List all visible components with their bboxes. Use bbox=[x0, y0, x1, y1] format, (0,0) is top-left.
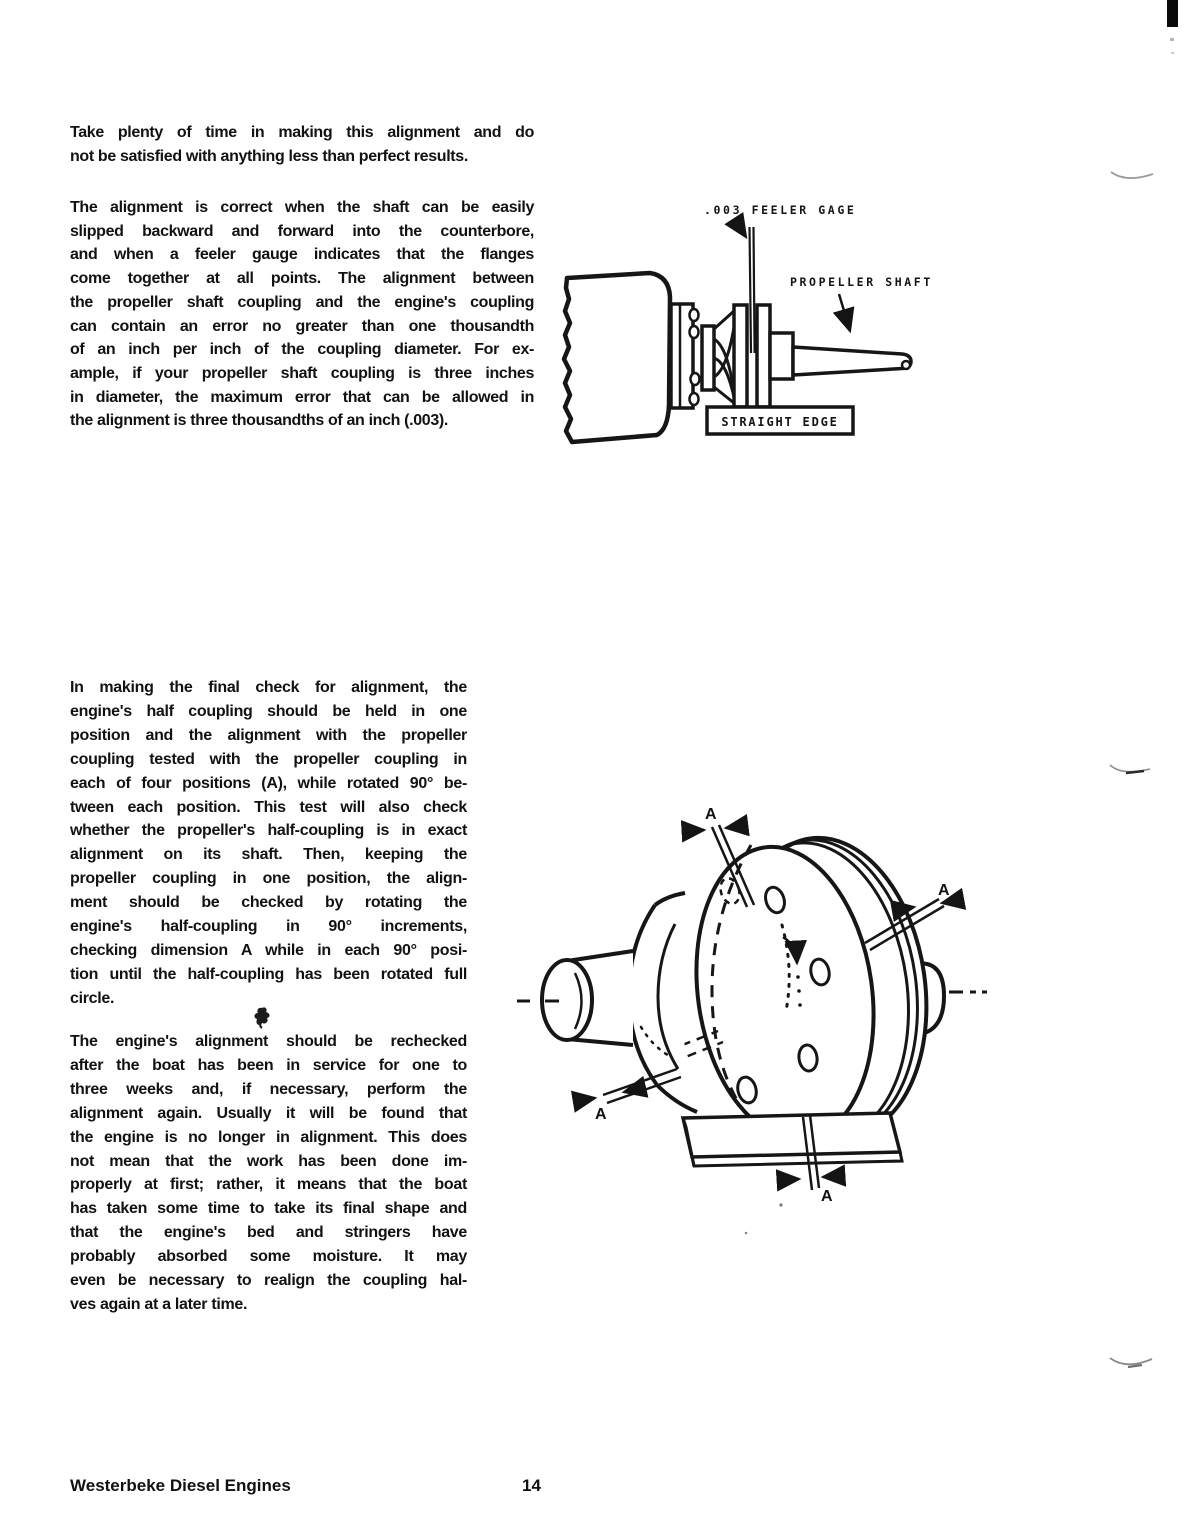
text-line: not be satisfied with anything less than perfect results. bbox=[70, 147, 468, 165]
paragraph-recheck bbox=[70, 1030, 467, 1317]
text-line: position and the alignment with the propeller bbox=[70, 726, 467, 744]
coupling-flanges bbox=[734, 305, 770, 407]
text-line: engine's half coupling should be held in one bbox=[70, 702, 467, 720]
text-line: the propeller shaft coupling and the engine's coupling bbox=[70, 293, 534, 311]
scan-speck-artifact bbox=[1171, 52, 1174, 54]
scan-speck-artifact bbox=[1170, 38, 1174, 41]
text-line: not mean that the work has been done im- bbox=[70, 1152, 467, 1170]
text-line: the alignment is three thousandths of an inch (.003). bbox=[70, 412, 448, 430]
text-line: alignment on its shaft. Then, keeping the bbox=[70, 846, 467, 864]
propeller-shaft-callout bbox=[790, 275, 933, 331]
text-line: Take plenty of time in making this alignment and do bbox=[70, 124, 534, 141]
straight-edge-label: STRAIGHT EDGE bbox=[721, 415, 839, 429]
text-line: ment should be checked by rotating the bbox=[70, 894, 467, 912]
paragraph-intro bbox=[70, 121, 534, 168]
text-line: slipped backward and forward into the counterbore, bbox=[70, 222, 534, 240]
feeler-gauge bbox=[750, 227, 755, 353]
text-line: three weeks and, if necessary, perform the bbox=[70, 1080, 467, 1098]
text-line: tion until the half-coupling has been rotated full bbox=[70, 965, 467, 983]
text-line: the engine is no longer in alignment. This does bbox=[70, 1128, 467, 1146]
figure-feeler-gauge-diagram bbox=[552, 193, 982, 465]
text-line: each of four positions (A), while rotated 90° be- bbox=[70, 774, 467, 792]
text-line: that the engine's bed and stringers have bbox=[70, 1224, 467, 1242]
input-shaft bbox=[517, 951, 633, 1045]
coupling-hub bbox=[629, 893, 697, 1112]
paragraph-alignment-correct bbox=[70, 196, 534, 433]
text-line: of an inch per inch of the coupling diameter. For ex- bbox=[70, 341, 534, 359]
base-plate bbox=[683, 1113, 902, 1166]
footer-page-number: 14 bbox=[522, 1476, 541, 1495]
transmission-housing bbox=[564, 273, 670, 442]
paragraph-final-check bbox=[70, 676, 467, 1011]
dim-a-label-bottom: A bbox=[821, 1188, 833, 1205]
straight-edge bbox=[707, 407, 853, 434]
dim-a-label-top: A bbox=[705, 806, 717, 823]
text-line: whether the propeller's half-coupling is in exact bbox=[70, 822, 467, 840]
text-line: even be necessary to realign the coupling hal- bbox=[70, 1272, 467, 1290]
dim-a-label-left: A bbox=[595, 1106, 607, 1123]
text-line: ves again at a later time. bbox=[70, 1295, 248, 1313]
page-curl-artifact bbox=[1108, 166, 1158, 186]
propeller-shaft-label: PROPELLER SHAFT bbox=[790, 275, 933, 289]
gearbox-output-flange bbox=[671, 304, 714, 408]
page-curl-artifact bbox=[1106, 760, 1156, 782]
text-line: in diameter, the maximum error that can be allowed in bbox=[70, 388, 534, 406]
text-line: tween each position. This test will also check bbox=[70, 798, 467, 816]
scan-edge-artifact bbox=[1167, 0, 1178, 27]
coupling-flange-disc bbox=[678, 825, 945, 1150]
text-line: The alignment is correct when the shaft can be easily bbox=[70, 199, 534, 216]
text-line: circle. bbox=[70, 989, 115, 1007]
figure-coupling-dimension-diagram bbox=[515, 785, 1025, 1240]
damper-coupling-cone bbox=[714, 311, 734, 403]
page-curl-artifact bbox=[1106, 1352, 1158, 1374]
text-line: checking dimension A while in each 90° posi- bbox=[70, 941, 467, 959]
text-line: The engine's alignment should be rechecked bbox=[70, 1033, 467, 1050]
text-line: after the boat has been in service for one to bbox=[70, 1056, 467, 1074]
text-line: come together at all points. The alignment between bbox=[70, 270, 534, 288]
text-line: engine's half-coupling in 90° increments, bbox=[70, 918, 467, 936]
feeler-gage-label: .003 FEELER GAGE bbox=[704, 203, 857, 217]
ink-blot-artifact bbox=[252, 1006, 272, 1030]
text-line: can contain an error no greater than one thousandth bbox=[70, 317, 534, 335]
text-line: In making the final check for alignment, the bbox=[70, 679, 467, 696]
text-line: ample, if your propeller shaft coupling is three inches bbox=[70, 364, 534, 382]
text-line: has taken some time to take its final shape and bbox=[70, 1200, 467, 1218]
feeler-gage-callout bbox=[704, 203, 856, 237]
text-line: alignment again. Usually it will be found that bbox=[70, 1104, 467, 1122]
text-line: and when a feeler gauge indicates that the flanges bbox=[70, 246, 534, 264]
scan-speck-artifacts bbox=[745, 1203, 783, 1234]
dim-a-label-right: A bbox=[938, 882, 950, 899]
footer-manual-title: Westerbeke Diesel Engines bbox=[70, 1476, 291, 1495]
propeller-shaft bbox=[770, 333, 911, 379]
text-line: probably absorbed some moisture. It may bbox=[70, 1248, 467, 1266]
text-line: propeller coupling in one position, the align- bbox=[70, 870, 467, 888]
text-line: properly at first; rather, it means that the boat bbox=[70, 1176, 467, 1194]
text-line: coupling tested with the propeller coupling in bbox=[70, 750, 467, 768]
